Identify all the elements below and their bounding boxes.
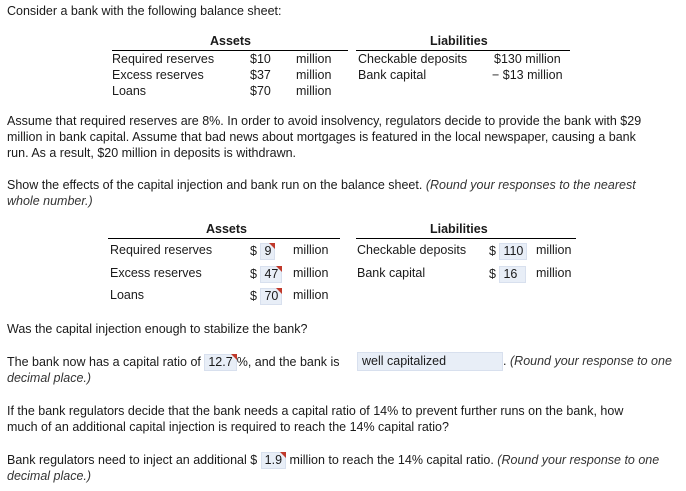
instruction-hint: whole number.): [7, 194, 93, 208]
asset-label: Excess reserves: [112, 68, 204, 82]
scenario-line: Assume that required reserves are 8%. In order to avoid insolvency, regulators decide to provide the bank with $29: [7, 114, 642, 128]
asset-unit: million: [296, 84, 332, 98]
ratio-middle: %, and the bank is: [236, 355, 340, 369]
currency-symbol: $: [489, 267, 496, 281]
asset-unit: million: [293, 288, 329, 302]
loans-input[interactable]: 70: [260, 288, 282, 305]
assets-header: Assets: [206, 222, 247, 236]
instruction-text: Show the effects of the capital injection and bank run on the balance sheet.: [7, 178, 423, 192]
question-stabilize: Was the capital injection enough to stabilize the bank?: [7, 322, 308, 336]
liabilities-header: Liabilities: [430, 222, 488, 236]
liability-value: $130 million: [494, 52, 561, 66]
asset-unit: million: [296, 68, 332, 82]
injection-suffix: million to reach the 14% capital ratio.: [289, 453, 494, 467]
asset-unit: million: [293, 266, 329, 280]
ratio-prefix: The bank now has a capital ratio of: [7, 355, 201, 369]
liabilities-rule: [356, 238, 576, 239]
ratio-hint: decimal place.): [7, 371, 92, 385]
scenario-paragraph: [7, 113, 679, 161]
asset-unit: million: [296, 52, 332, 66]
bank-capital-input[interactable]: 16: [499, 266, 526, 283]
ratio-suffix: .: [503, 354, 507, 368]
flag-icon: [280, 452, 286, 458]
liability-label: Bank capital: [357, 266, 426, 280]
currency-symbol: $: [250, 289, 257, 303]
intro-text: Consider a bank with the following balance sheet:: [7, 4, 282, 18]
flag-icon: [276, 266, 282, 272]
asset-amount: $37: [250, 68, 271, 82]
ratio-hint: (Round your response to one: [510, 354, 672, 368]
assets-rule: [108, 238, 340, 239]
required-reserves-input[interactable]: 9: [260, 243, 275, 260]
injection-hint: (Round your response to one: [497, 453, 660, 467]
liability-label: Checkable deposits: [358, 52, 468, 66]
asset-label: Loans: [112, 84, 147, 98]
injection-prefix: Bank regulators need to inject an additional $: [7, 453, 258, 467]
injection-sentence: [7, 452, 659, 469]
question-line: much of an additional capital injection is required to reach the 14% capital ratio?: [7, 420, 449, 434]
liability-label: Checkable deposits: [357, 243, 467, 257]
currency-symbol: $: [250, 244, 257, 258]
instruction-hint: (Round your responses to the nearest: [425, 178, 636, 192]
flag-icon: [269, 243, 275, 249]
asset-amount: $10: [250, 52, 271, 66]
liability-label: Bank capital: [358, 68, 427, 82]
asset-label: Required reserves: [112, 52, 215, 66]
answer-amount: [489, 266, 526, 283]
capitalization-status-value: well capitalized: [362, 354, 447, 368]
liabilities-rule: [356, 50, 570, 51]
injection-hint: decimal place.): [7, 469, 92, 483]
excess-reserves-input[interactable]: 47: [260, 266, 282, 283]
additional-injection-input[interactable]: 1.9: [261, 452, 286, 469]
answer-amount: [489, 243, 527, 260]
question-line: If the bank regulators decide that the bank needs a capital ratio of 14% to prevent further runs on the bank, how: [7, 404, 624, 418]
checkable-deposits-input[interactable]: 110: [499, 243, 527, 260]
capital-ratio-input[interactable]: 12.7: [204, 354, 236, 371]
liability-unit: million: [536, 243, 572, 257]
flag-icon: [276, 288, 282, 294]
answer-amount: [250, 243, 275, 260]
scenario-line: million in bank capital. Assume that bad news about mortgages is featured in the local newspaper, causing a bank: [7, 130, 636, 144]
liability-unit: million: [536, 266, 572, 280]
currency-symbol: $: [250, 267, 257, 281]
scenario-line: run. As a result, $20 million in deposits is withdrawn.: [7, 146, 297, 160]
flag-icon: [231, 354, 237, 360]
liability-value: − $13 million: [492, 68, 563, 82]
ratio-sentence: [7, 354, 340, 371]
assets-rule: [112, 50, 348, 51]
answer-amount: [250, 288, 282, 305]
question-additional-injection: [7, 403, 679, 435]
answer-amount: [250, 266, 282, 283]
capitalization-status-select[interactable]: [357, 352, 503, 371]
asset-amount: $70: [250, 84, 271, 98]
currency-symbol: $: [489, 244, 496, 258]
assets-header: Assets: [210, 34, 251, 48]
instruction-paragraph: [7, 177, 679, 209]
asset-unit: million: [293, 243, 329, 257]
asset-label: Excess reserves: [110, 266, 202, 280]
asset-label: Required reserves: [110, 243, 213, 257]
liabilities-header: Liabilities: [430, 34, 488, 48]
asset-label: Loans: [110, 288, 145, 302]
